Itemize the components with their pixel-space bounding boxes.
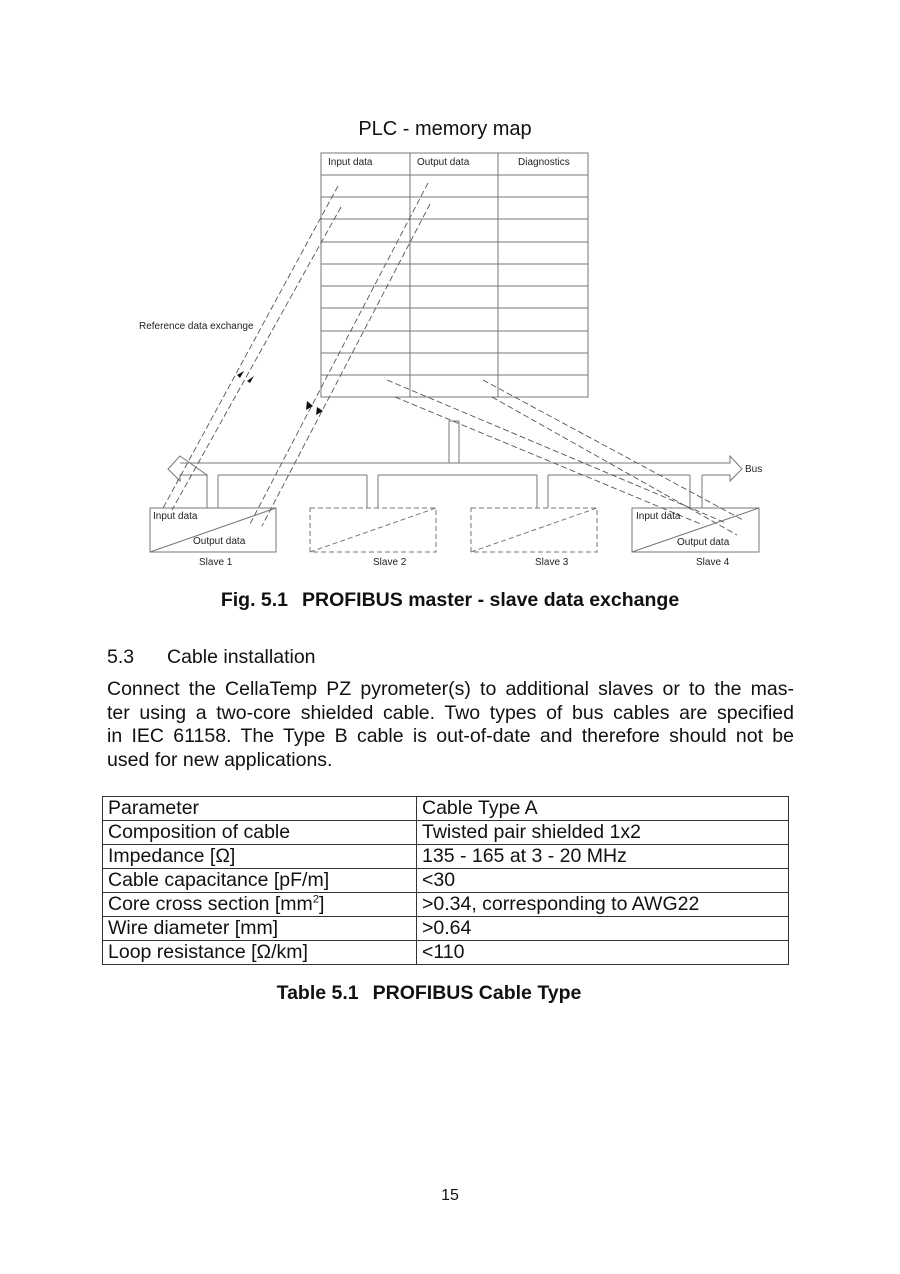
diagram-title: PLC - memory map (358, 118, 532, 140)
table-cell (103, 893, 417, 917)
slave-2-name: Slave 2 (373, 557, 407, 568)
table-cell: Loop resistance [Ω/km] (103, 941, 417, 965)
core-cross-label: Core cross section [mm (108, 893, 313, 915)
memory-col-input: Input data (328, 157, 373, 168)
cable-spec-table (102, 796, 789, 965)
memory-col-output: Output data (417, 157, 470, 168)
superscript-2: 2 (312, 893, 319, 906)
table-cell: Composition of cable (103, 821, 417, 845)
slave-3-name: Slave 3 (535, 557, 569, 568)
table-cell: <110 (417, 941, 789, 965)
table-row (103, 917, 789, 941)
table-cell: 135 - 165 at 3 - 20 MHz (417, 845, 789, 869)
memory-map-grid (321, 153, 588, 397)
table-header-cell: Parameter (103, 797, 417, 821)
slave-1-name: Slave 1 (199, 557, 233, 568)
memory-col-diagnostics: Diagnostics (518, 157, 570, 168)
slave-1-input-label: Input data (153, 511, 198, 522)
profibus-diagram (0, 0, 900, 580)
table-cell: Twisted pair shielded 1x2 (417, 821, 789, 845)
figure-caption (0, 589, 900, 612)
slave-1-output-label: Output data (193, 536, 246, 547)
slave-4-output-label: Output data (677, 537, 730, 548)
table-cell: >0.64 (417, 917, 789, 941)
paragraph-line: ter using a two-core shielded cable. Two types of bus cables are specified (107, 701, 794, 724)
section-paragraph (107, 678, 794, 772)
figure-caption-text: PROFIBUS master - slave data exchange (302, 589, 680, 611)
table-cell: Impedance [Ω] (103, 845, 417, 869)
table-cell: >0.34, corresponding to AWG22 (417, 893, 789, 917)
table-row (103, 869, 789, 893)
reference-data-label: Reference data exchange (139, 321, 254, 332)
page-number: 15 (441, 1187, 459, 1204)
paragraph-line: used for new applications. (107, 748, 333, 771)
slave-4-input-label: Input data (636, 511, 681, 522)
table-header-row (103, 797, 789, 821)
table-cell: <30 (417, 869, 789, 893)
section-title: Cable installation (167, 646, 316, 668)
table-row (103, 893, 789, 917)
table-caption-number: Table 5.1 (276, 982, 359, 1004)
table-row (103, 845, 789, 869)
table-caption-text: PROFIBUS Cable Type (372, 982, 582, 1004)
table-caption (0, 982, 858, 1005)
figure-caption-number: Fig. 5.1 (220, 589, 289, 611)
table-header-cell: Cable Type A (417, 797, 789, 821)
paragraph-line: in IEC 61158. The Type B cable is out-of-date and therefore should not be (107, 725, 794, 748)
paragraph-line: Connect the CellaTemp PZ pyrometer(s) to additional slaves or to the mas- (107, 678, 794, 700)
table-row (103, 821, 789, 845)
bus-arrow (168, 456, 742, 481)
bus-label: Bus (745, 464, 763, 475)
section-number: 5.3 (107, 646, 135, 668)
table-cell: Wire diameter [mm] (103, 917, 417, 941)
table-row (103, 941, 789, 965)
section-heading (107, 646, 316, 669)
core-cross-suffix: ] (318, 893, 325, 915)
slave-4-name: Slave 4 (696, 557, 730, 568)
table-cell: Cable capacitance [pF/m] (103, 869, 417, 893)
